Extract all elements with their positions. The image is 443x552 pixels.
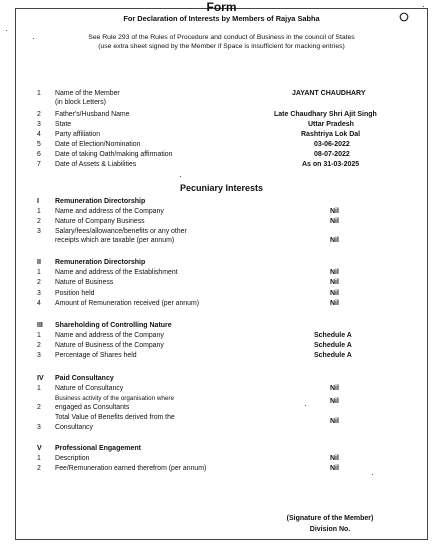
scan-speck — [33, 38, 34, 39]
form-title: Form — [206, 0, 237, 14]
member-name-value: JAYANT CHAUDHARY — [292, 90, 366, 97]
detail-label: Name of the Member — [55, 90, 120, 97]
scan-speck — [372, 474, 373, 475]
election-date-value: 03-06-2022 — [314, 141, 350, 148]
detail-label: Party affiliation — [55, 131, 101, 138]
state-value: Uttar Pradesh — [308, 121, 354, 128]
oath-date-value: 08-07-2022 — [314, 151, 350, 158]
rule-line-1: See Rule 293 of the Rules of Procedure and conduct of Business in the council of States — [88, 34, 355, 41]
division-number: Division No. — [309, 526, 351, 533]
detail-label: Date of Election/Nomination — [55, 141, 141, 148]
detail-label: State — [55, 121, 72, 128]
father-name-value: Late Chaudhary Shri Ajit Singh — [274, 111, 377, 118]
assets-date-value: As on 31-03-2025 — [302, 161, 360, 168]
detail-label: Date of Assets & Liabilities — [55, 161, 137, 168]
scan-speck — [423, 6, 424, 7]
form-subtitle: For Declaration of Interests by Members of Rajya Sabha — [123, 14, 320, 23]
party-value: Rashtriya Lok Dal — [301, 131, 361, 138]
detail-label: Father's/Husband Name — [55, 111, 130, 118]
document-page: Form For Declaration of Interests by Members of Rajya Sabha See Rule 293 of the Rules of Procedure and conduct of Business in the council of States (use extra sheet signed by the Member if Space is insufficient for macking entries) 1 Name of the Member JAYANT CHAUDHARY (in block Letters) 2 Father's/Husband Name Late Chaudhary Shri Ajit Singh 3 State Uttar Pradesh 4 Party affiliation Rashtriya Lok Dal 5 Date of Election/Nomination 03-06-2022 6 Date of taking Oath/making affirmation 08-07-2022 7 Date of Assets & Liabilities As on 31-03-2025 Pecuniary Interests I Remuneration Directorship 1 Name and address of the Company Nil 2 Nature of Company Business Nil 3 Salary/fees/allowance/benefits or any other receipts which are taxable (per annum) Nil II Remuneration Directorship 1 Name and address of the Establishment Nil 2 Nature of Business Nil 3 Position held Nil 4 Amount of Remuneration received (per annum) Nil III Shareholding of Controlling Nature 1 Name and address of the Company Schedule A 2 Nature of Business of the Company Schedule A 3 Percentage of Shares held Schedule A IV Paid Consultancy 1 Nature of Consultancy Nil Business activity of the organisation where Nil 2 engaged as Consultants Total Value of Benefits derived from the Nil 3 Consultancy V Professional Engagement 1 Description Nil 2 Fee/Remuneration earned therefrom (per annum) Nil (Signature of the Member) Division No. — [0, 0, 443, 552]
rule-line-2: (use extra sheet signed by the Member if Space is insufficient for macking entries) — [98, 43, 345, 50]
scan-speck — [6, 30, 7, 31]
detail-label: Date of taking Oath/making affirmation — [55, 151, 173, 158]
signature-line: (Signature of the Member) — [286, 515, 374, 522]
scan-speck — [180, 176, 181, 177]
scan-speck — [305, 405, 306, 406]
pecuniary-interests-heading: Pecuniary Interests — [179, 183, 264, 193]
